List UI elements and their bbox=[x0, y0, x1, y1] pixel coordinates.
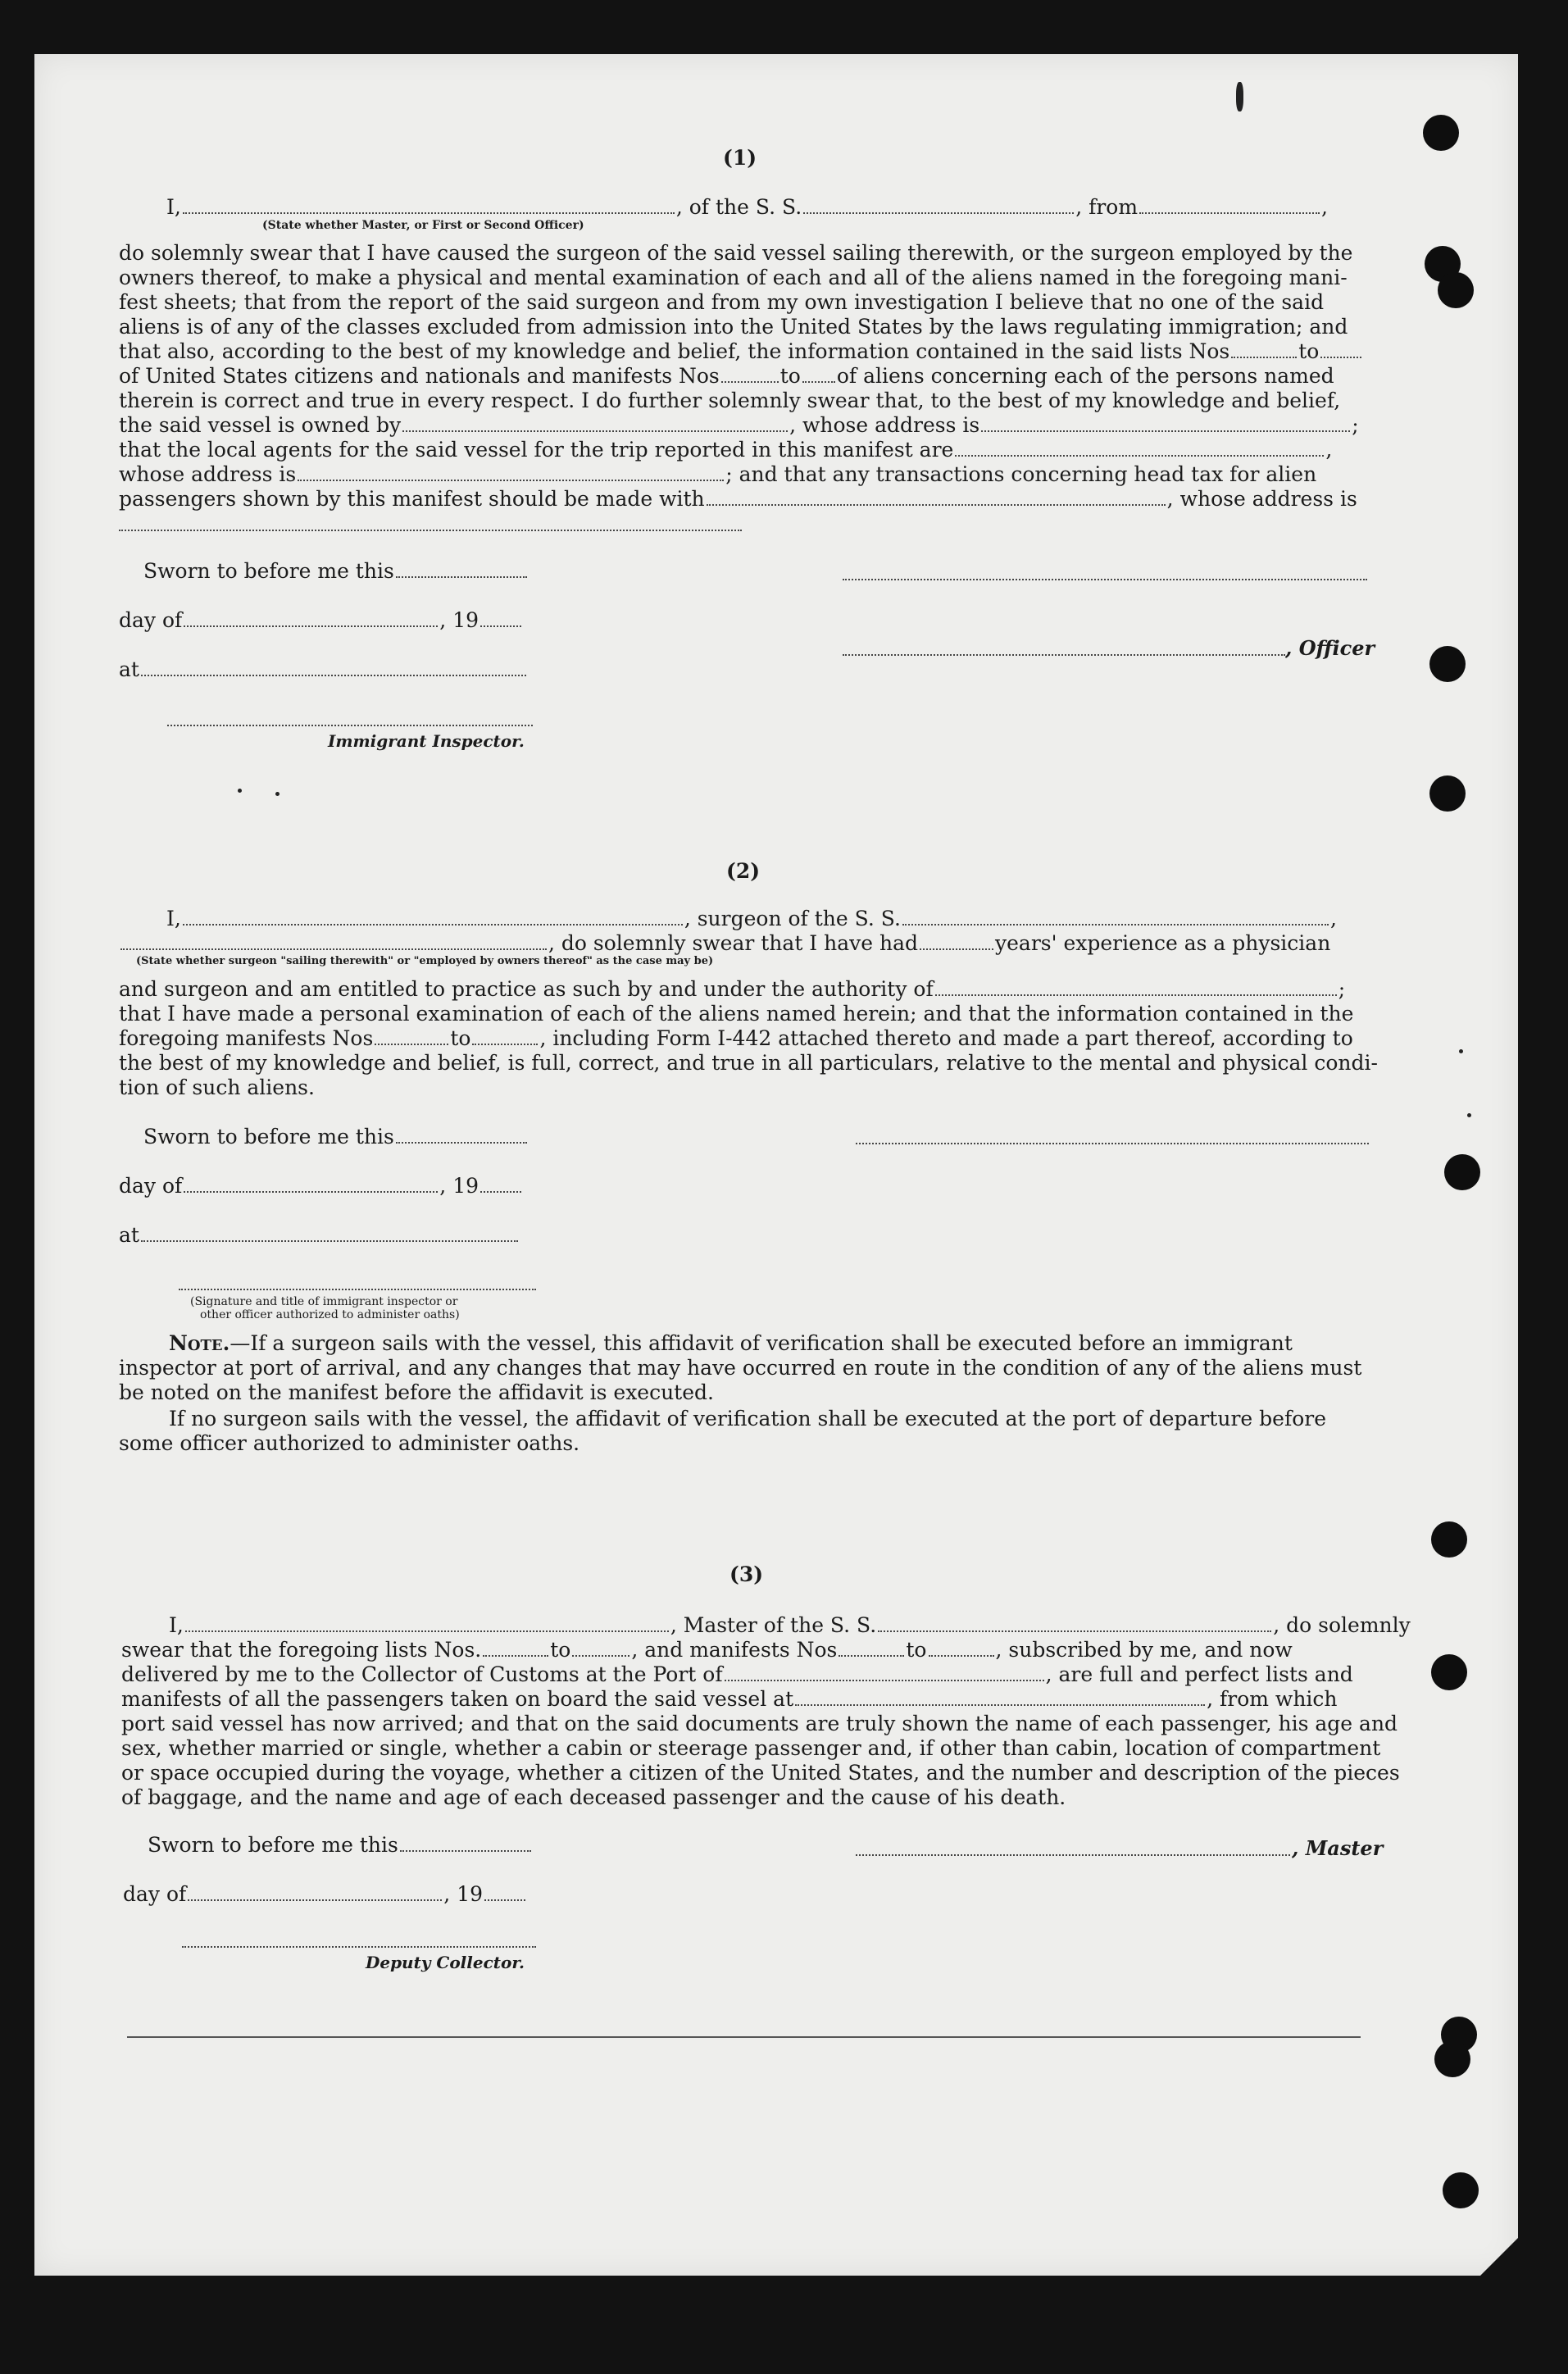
paragraph-line: therein is correct and true in every respect. I do further solemnly swear that, to the best of my knowledge and belief, bbox=[119, 389, 1341, 412]
paragraph-line: foregoing manifests Nos to , including Form I-442 attached thereto and made a part thereof, according to bbox=[119, 1026, 1353, 1050]
blank-line bbox=[119, 530, 742, 531]
at-label: at bbox=[119, 657, 528, 682]
day-of-label: day of , 19 bbox=[119, 1174, 523, 1198]
paragraph-line: and surgeon and am entitled to practice as such by and under the authority of ; bbox=[119, 977, 1346, 1001]
paragraph-line: swear that the foregoing lists Nos. to , and manifests Nos to , subscribed by me, and now bbox=[121, 1638, 1293, 1662]
punch-hole bbox=[1431, 1521, 1467, 1558]
field-hint: (State whether Master, or First or Second Officer) bbox=[262, 219, 584, 232]
paragraph-line: or space occupied during the voyage, whether a citizen of the United States, and the number and description of the pieces bbox=[121, 1761, 1400, 1785]
inspector-line bbox=[179, 1289, 536, 1290]
section-number: (2) bbox=[726, 859, 761, 883]
note-line: some officer authorized to administer oaths. bbox=[119, 1431, 580, 1455]
paragraph-line: whose address is ; and that any transactions concerning head tax for alien bbox=[119, 462, 1317, 486]
paragraph-line: do solemnly swear that I have caused the surgeon of the said vessel sailing therewith, or the surgeon employed by the bbox=[119, 241, 1353, 265]
paragraph-line: that the local agents for the said vessel for the trip reported in this manifest are , bbox=[119, 438, 1333, 462]
officer-label: , Officer bbox=[1285, 636, 1375, 660]
form-line: I, , of the S. S. , from , bbox=[166, 195, 1328, 219]
inspector-line bbox=[167, 725, 533, 726]
speck bbox=[275, 792, 280, 796]
paragraph-line: aliens is of any of the classes excluded from admission into the United States by the laws regulating immigration; and bbox=[119, 315, 1348, 339]
speck bbox=[1236, 82, 1243, 111]
paragraph-line: that I have made a personal examination of each of the aliens named herein; and that the information contained in the bbox=[119, 1002, 1354, 1026]
day-of-label: day of , 19 bbox=[119, 608, 523, 633]
at-label: at bbox=[119, 1223, 520, 1248]
sworn-label: Sworn to before me this bbox=[143, 1125, 529, 1149]
paragraph-line: of baggage, and the name and age of each deceased passenger and the cause of his death. bbox=[121, 1785, 1066, 1809]
signature-line bbox=[856, 1143, 1369, 1144]
master-line bbox=[856, 1854, 1290, 1856]
punch-hole bbox=[1431, 1654, 1467, 1690]
section-number: (1) bbox=[723, 146, 757, 170]
signature-line bbox=[843, 579, 1367, 580]
punch-hole bbox=[1443, 2172, 1479, 2208]
bottom-rule bbox=[127, 2036, 1361, 2038]
paragraph-line: tion of such aliens. bbox=[119, 1076, 315, 1099]
paragraph-line: of United States citizens and nationals and manifests Nos to of aliens concerning each of the persons named bbox=[119, 364, 1334, 388]
field-hint: (State whether surgeon "sailing therewith" or "employed by owners thereof" as the case may be) bbox=[136, 955, 714, 967]
form-line: I, , Master of the S. S. , do solemnly bbox=[169, 1613, 1411, 1637]
section-number: (3) bbox=[729, 1562, 764, 1586]
sworn-label: Sworn to before me this bbox=[148, 1833, 533, 1858]
paragraph-line: owners thereof, to make a physical and mental examination of each and all of the aliens named in the foregoing mani- bbox=[119, 266, 1348, 289]
paragraph-line: the best of my knowledge and belief, is full, correct, and true in all particulars, relative to the mental and physical condi- bbox=[119, 1051, 1378, 1075]
sworn-label: Sworn to before me this bbox=[143, 559, 529, 584]
master-label: , Master bbox=[1292, 1836, 1384, 1860]
paragraph-line: manifests of all the passengers taken on board the said vessel at , from which bbox=[121, 1687, 1338, 1711]
punch-hole bbox=[1423, 115, 1459, 151]
inspector-label: Immigrant Inspector. bbox=[328, 731, 525, 751]
day-of-label: day of , 19 bbox=[123, 1882, 527, 1907]
punch-hole bbox=[1434, 2041, 1470, 2077]
punch-hole bbox=[1438, 272, 1474, 308]
form-line: I, , surgeon of the S. S. , bbox=[166, 907, 1337, 930]
punch-hole bbox=[1429, 775, 1466, 812]
officer-line bbox=[843, 654, 1285, 656]
form-line: , do solemnly swear that I have had years' experience as a physician bbox=[119, 931, 1330, 956]
punch-hole bbox=[1444, 1154, 1480, 1190]
signature-hint: other officer authorized to administer oaths) bbox=[200, 1308, 460, 1321]
paragraph-line: fest sheets; that from the report of the said surgeon and from my own investigation I believe that no one of the said bbox=[119, 290, 1325, 314]
note-line: Note.—If a surgeon sails with the vessel, this affidavit of verification shall be executed before an immigrant bbox=[169, 1331, 1293, 1355]
note-line: inspector at port of arrival, and any changes that may have occurred en route in the condition of any of the aliens must bbox=[119, 1356, 1362, 1380]
paragraph-line: passengers shown by this manifest should be made with , whose address is bbox=[119, 487, 1357, 511]
speck bbox=[238, 789, 242, 793]
paragraph-line: port said vessel has now arrived; and that on the said documents are truly shown the name of each passenger, his age and bbox=[121, 1712, 1398, 1735]
speck bbox=[1459, 1049, 1463, 1053]
signature-hint: (Signature and title of immigrant inspector or bbox=[190, 1295, 458, 1308]
paragraph-line: that also, according to the best of my knowledge and belief, the information contained in the said lists Nos to bbox=[119, 339, 1363, 364]
collector-label: Deputy Collector. bbox=[366, 1953, 525, 1972]
note-line: be noted on the manifest before the affidavit is executed. bbox=[119, 1380, 714, 1404]
collector-line bbox=[182, 1946, 536, 1948]
paragraph-line: sex, whether married or single, whether a cabin or steerage passenger and, if other than cabin, location of compartment bbox=[121, 1736, 1381, 1760]
paragraph-line: delivered by me to the Collector of Customs at the Port of , are full and perfect lists and bbox=[121, 1662, 1353, 1686]
punch-hole bbox=[1429, 646, 1466, 682]
paragraph-line: the said vessel is owned by , whose address is ; bbox=[119, 413, 1359, 437]
note-line: If no surgeon sails with the vessel, the affidavit of verification shall be executed at the port of departure before bbox=[169, 1407, 1326, 1430]
page-corner bbox=[1480, 2238, 1518, 2276]
speck bbox=[1467, 1113, 1471, 1117]
